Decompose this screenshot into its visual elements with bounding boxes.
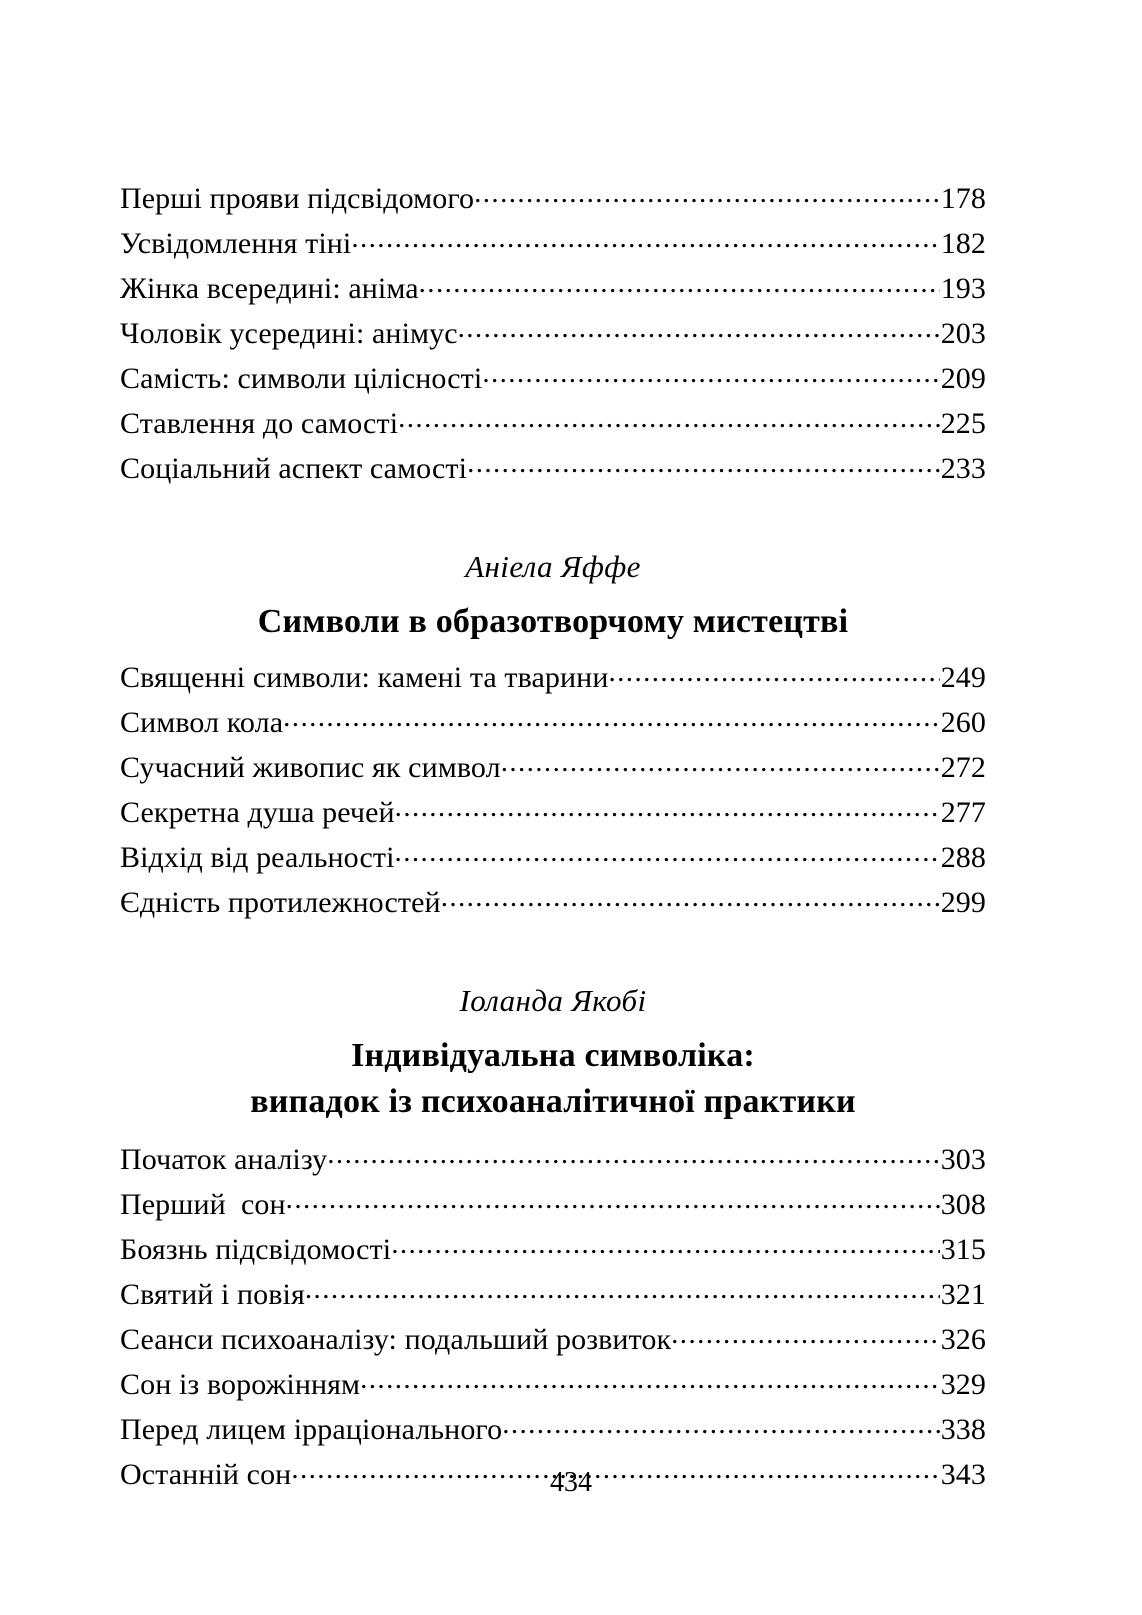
toc-entry-title: Початок аналізу	[120, 1143, 328, 1176]
toc-leader-dots	[419, 268, 940, 298]
section-title-line: Індивідуальна символіка:	[351, 1037, 755, 1074]
toc-leader-dots	[360, 1364, 940, 1394]
toc-entry-title: Усвідомлення тіні	[120, 227, 352, 260]
spacer	[120, 645, 986, 655]
toc-entry-title: Останній сон	[120, 1458, 292, 1491]
toc-entry[interactable]	[120, 401, 986, 446]
toc-content	[120, 176, 986, 1497]
toc-leader-dots	[351, 223, 939, 253]
toc-entry-title: Відхід від реальності	[120, 841, 395, 874]
toc-entry-page-number: 326	[940, 1323, 986, 1356]
toc-entry-page-number: 182	[940, 227, 986, 260]
toc-entry-title: Єдність протилежностей	[120, 886, 441, 919]
toc-entry[interactable]	[120, 700, 986, 745]
toc-entry-title: Соціальний аспект самості	[120, 452, 468, 485]
toc-leader-dots	[305, 1274, 940, 1304]
toc-section-2-list	[120, 655, 986, 925]
toc-entry-page-number: 193	[940, 272, 986, 305]
toc-leader-dots	[441, 882, 940, 912]
toc-entry-page-number: 233	[940, 452, 986, 485]
toc-leader-dots	[458, 313, 940, 343]
section-title-3	[120, 1033, 986, 1125]
section-title-line: випадок із психоаналітичної практики	[250, 1083, 856, 1120]
toc-entry[interactable]	[120, 311, 986, 356]
section-author-3: Іоланда Якобі	[459, 983, 647, 1018]
toc-entry-title: Самість: символи цілісності	[120, 362, 483, 395]
toc-entry-page-number: 303	[940, 1143, 986, 1176]
toc-entry-title: Чоловік усередині: анімус	[120, 317, 458, 350]
toc-entry[interactable]	[120, 266, 986, 311]
spacer	[120, 1125, 986, 1137]
toc-entry[interactable]	[120, 176, 986, 221]
toc-entry[interactable]	[120, 221, 986, 266]
toc-leader-dots	[609, 657, 940, 687]
toc-leader-dots	[327, 1139, 939, 1169]
spacer	[120, 491, 986, 547]
toc-leader-dots	[395, 837, 940, 867]
toc-entry-title: Священні символи: камені та тварини	[120, 661, 609, 694]
toc-entry[interactable]	[120, 1272, 986, 1317]
toc-leader-dots	[474, 178, 940, 208]
toc-entry-page-number: 321	[940, 1278, 986, 1311]
toc-entry-page-number: 288	[940, 841, 986, 874]
section-title-2	[120, 599, 986, 645]
toc-entry-page-number: 249	[940, 661, 986, 694]
section-heading-2	[120, 547, 986, 645]
toc-entry-page-number: 178	[940, 182, 986, 215]
toc-entry[interactable]	[120, 790, 986, 835]
toc-leader-dots	[286, 1184, 940, 1214]
toc-entry-page-number: 272	[940, 751, 986, 784]
toc-entry-title: Сон із ворожінням	[120, 1368, 361, 1401]
toc-leader-dots	[502, 1409, 940, 1439]
toc-entry[interactable]	[120, 1182, 986, 1227]
toc-entry[interactable]	[120, 1227, 986, 1272]
toc-leader-dots	[391, 1229, 939, 1259]
toc-leader-dots	[398, 403, 940, 433]
toc-entry[interactable]	[120, 835, 986, 880]
toc-entry[interactable]	[120, 1407, 986, 1452]
toc-leader-dots	[395, 792, 940, 822]
toc-entry-page-number: 308	[940, 1188, 986, 1221]
toc-entry-title: Жінка всередині: аніма	[120, 272, 419, 305]
toc-entry[interactable]	[120, 745, 986, 790]
toc-entry-page-number: 260	[940, 706, 986, 739]
page-folio: 434	[550, 1467, 592, 1498]
toc-entry-page-number: 277	[940, 796, 986, 829]
toc-entry-page-number: 343	[940, 1458, 986, 1491]
section-author-2: Аніела Яффе	[465, 549, 641, 584]
spacer	[120, 925, 986, 981]
toc-leader-dots	[501, 747, 940, 777]
toc-entry-title: Сучасний живопис як символ	[120, 751, 501, 784]
toc-entry-title: Святий і повія	[120, 1278, 305, 1311]
toc-leader-dots	[482, 358, 939, 388]
toc-entry-title: Секретна душа речей	[120, 796, 395, 829]
toc-entry[interactable]	[120, 1362, 986, 1407]
toc-entry-title: Перші прояви підсвідомого	[120, 182, 475, 215]
toc-entry[interactable]	[120, 880, 986, 925]
toc-entry-page-number: 225	[940, 407, 986, 440]
toc-entry-page-number: 203	[940, 317, 986, 350]
toc-entry-title: Перший сон	[120, 1188, 286, 1221]
toc-entry[interactable]	[120, 655, 986, 700]
toc-entry[interactable]	[120, 356, 986, 401]
toc-entry-title: Сеанси психоаналізу: подальший розвиток	[120, 1323, 672, 1356]
toc-leader-dots	[467, 448, 940, 478]
toc-entry-title: Символ кола	[120, 706, 284, 739]
toc-section-1-list	[120, 176, 986, 491]
toc-entry[interactable]	[120, 1137, 986, 1182]
toc-entry[interactable]	[120, 1317, 986, 1362]
toc-entry-page-number: 329	[940, 1368, 986, 1401]
toc-entry-page-number: 209	[940, 362, 986, 395]
spacer	[120, 1021, 986, 1033]
section-heading-3	[120, 981, 986, 1125]
toc-leader-dots	[671, 1319, 940, 1349]
toc-entry-title: Боязнь підсвідомості	[120, 1233, 392, 1266]
section-title-line: Символи в образотворчому мистецтві	[257, 603, 849, 640]
toc-entry-title: Ставлення до самості	[120, 407, 399, 440]
toc-section-3-list	[120, 1137, 986, 1497]
toc-entry-page-number: 338	[940, 1413, 986, 1446]
toc-entry[interactable]	[120, 446, 986, 491]
toc-entry-title: Перед лицем ірраціонального	[120, 1413, 503, 1446]
toc-entry-page-number: 315	[940, 1233, 986, 1266]
toc-entry-page-number: 299	[940, 886, 986, 919]
spacer	[120, 587, 986, 599]
toc-leader-dots	[283, 702, 940, 732]
